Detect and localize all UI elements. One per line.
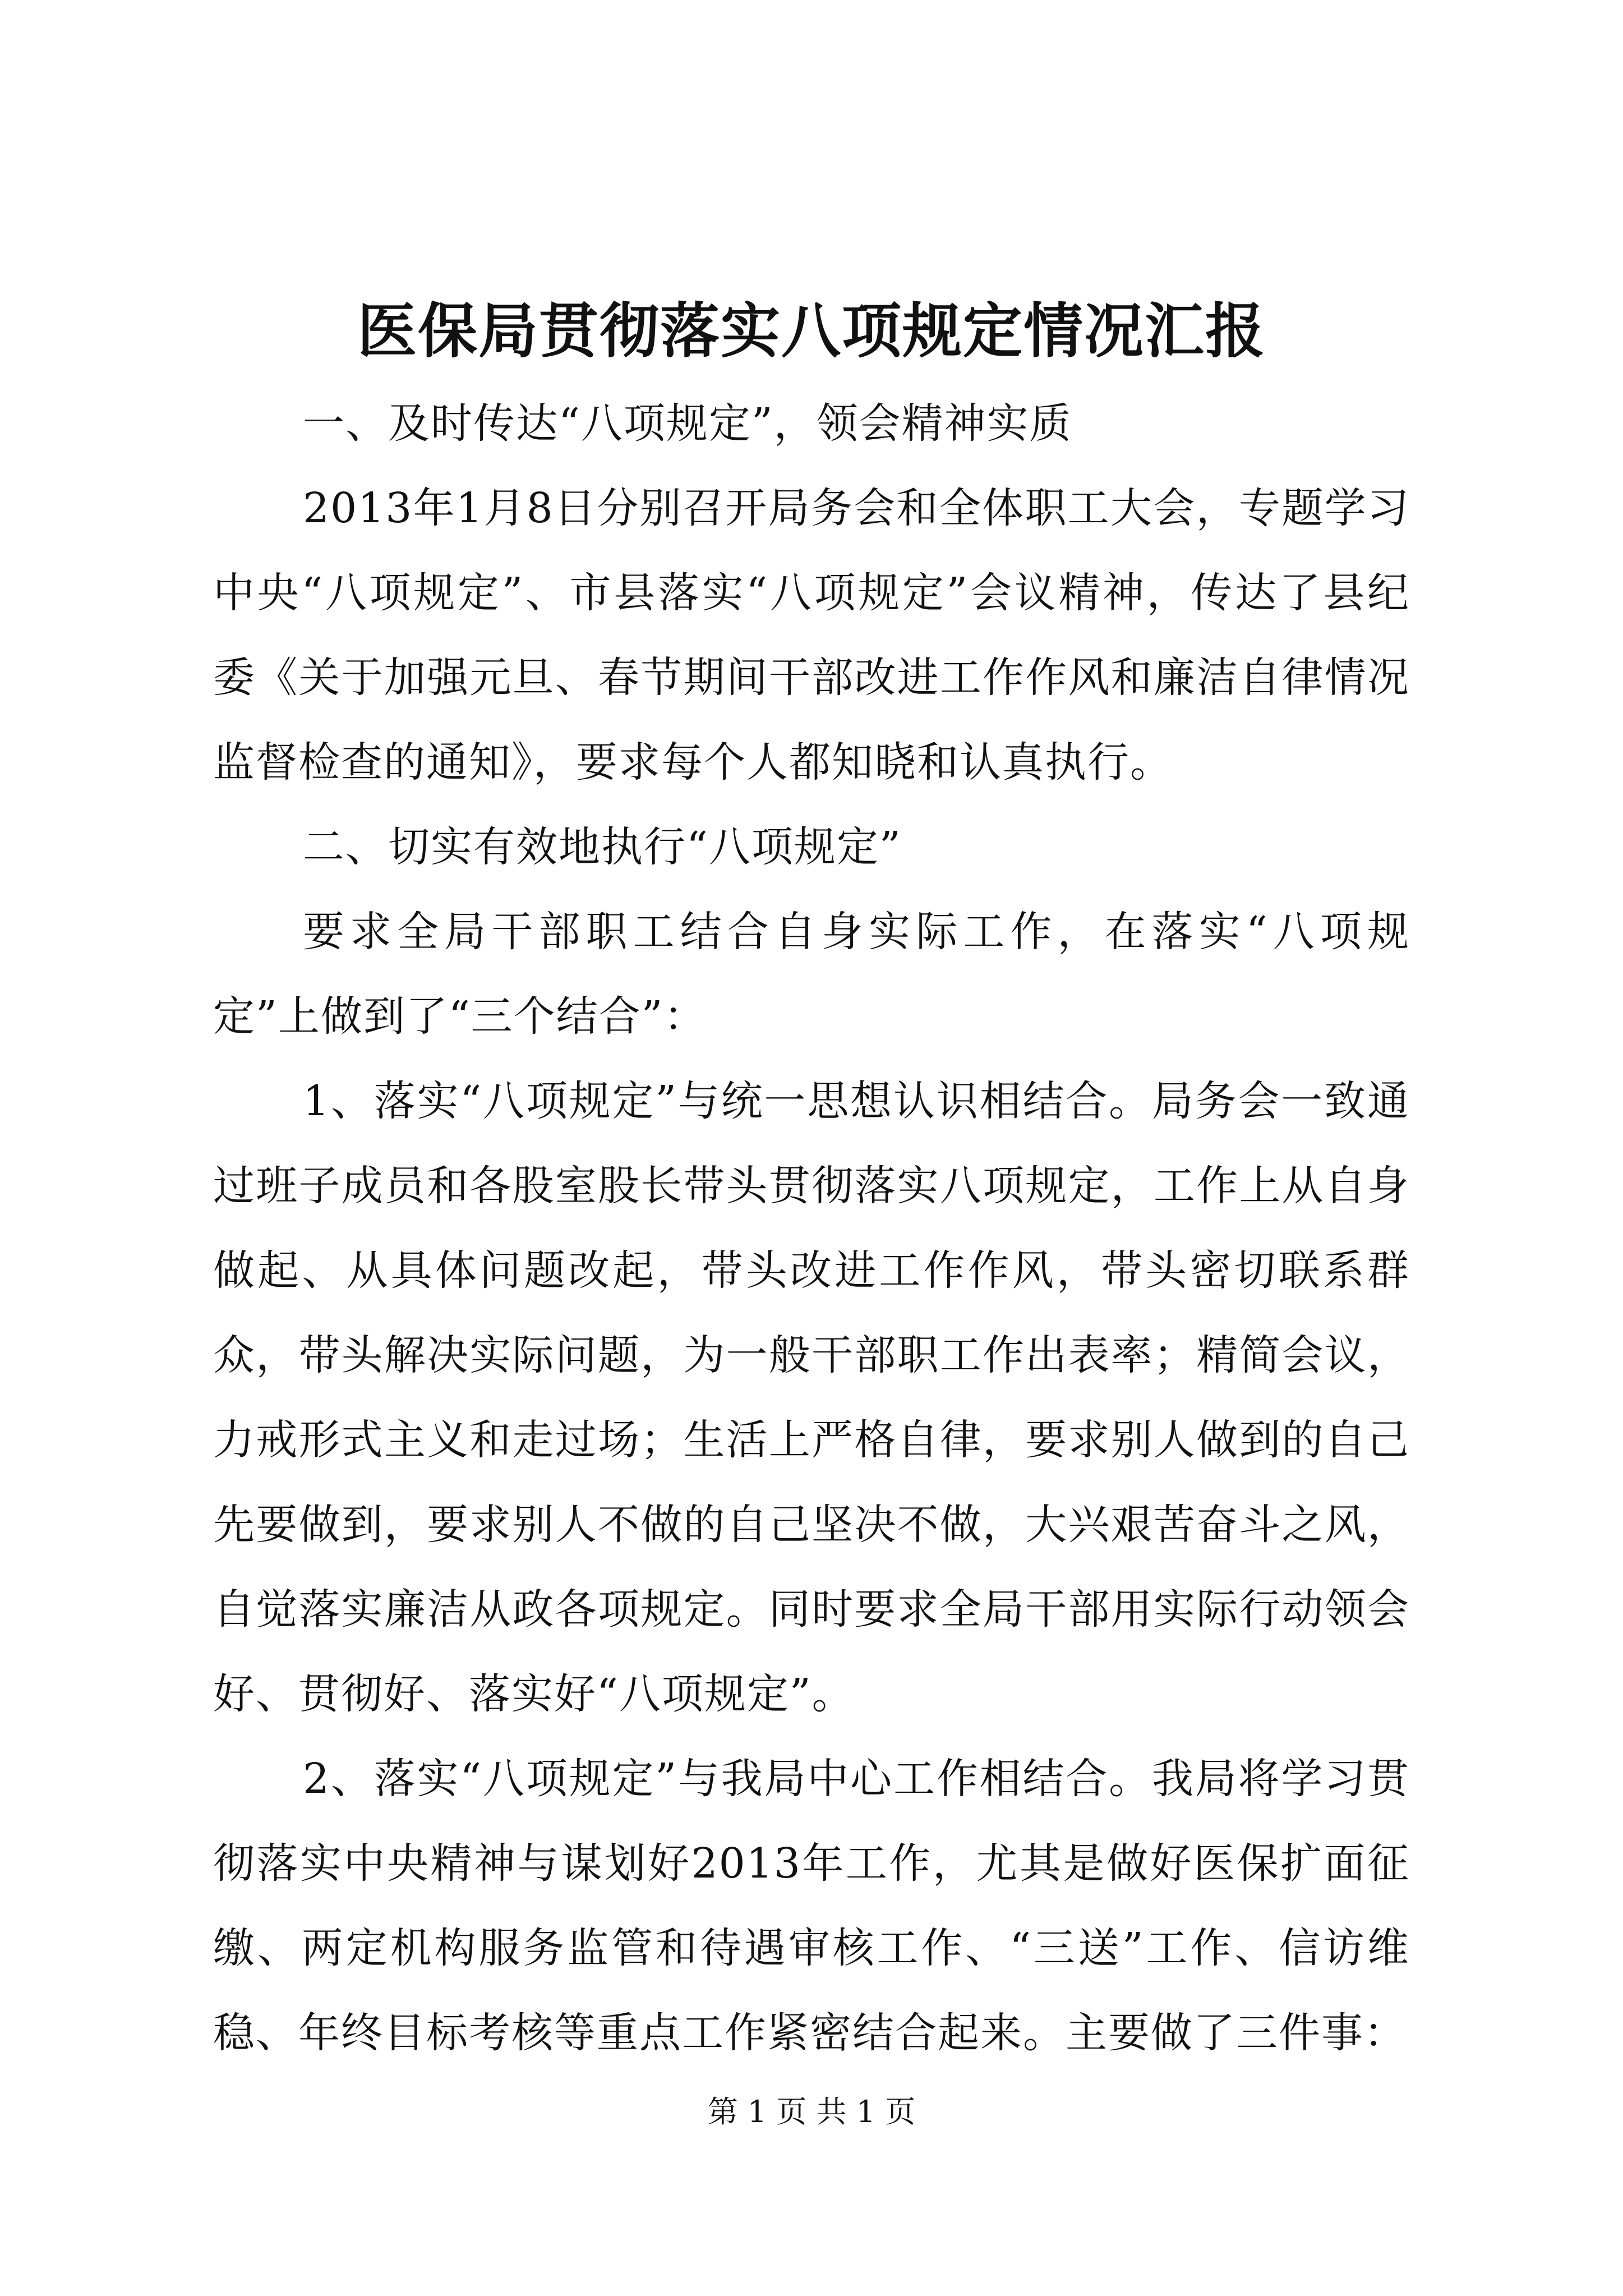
paragraph: 2013年1月8日分别召开局务会和全体职工大会，专题学习中央“八项规定”、市县落实“八项规定”会议精神，传达了县纪委《关于加强元旦、春节期间干部改进工作作风和廉洁自律情况监督检查的通知》，要求每个人都知晓和认真执行。 <box>213 484 1410 786</box>
document-title: 医保局贯彻落实八项规定情况汇报 <box>357 296 1266 366</box>
paragraph: 1、落实“八项规定”与统一思想认识相结合。局务会一致通过班子成员和各股室股长带头贯彻落实八项规定，工作上从自身做起、从具体问题改起，带头改进工作作风，带头密切联系群众，带头解决实际问题，为一般干部职工作出表率；精简会议，力戒形式主义和走过场；生活上严格自律，要求别人做到的自己先要做到，要求别人不做的自己坚决不做，大兴艰苦奋斗之风，自觉落实廉洁从政各项规定。同时要求全局干部用实际行动领会好、贯彻好、落实好“八项规定”。 <box>213 1077 1410 1718</box>
paragraph: 2、落实“八项规定”与我局中心工作相结合。我局将学习贯彻落实中央精神与谋划好2013年工作，尤其是做好医保扩面征缴、两定机构服务监管和待遇审核工作、“三送”工作、信访维稳、年终目标考核等重点工作紧密结合起来。主要做了三件事： <box>213 1755 1410 2057</box>
section-heading-2: 二、切实有效地执行“八项规定” <box>303 823 902 871</box>
page-footer: 第 1 页 共 1 页 <box>707 2094 916 2129</box>
document-body <box>213 381 1410 2076</box>
section-heading-1: 一、及时传达“八项规定”，领会精神实质 <box>303 399 1072 448</box>
paragraph: 要求全局干部职工结合自身实际工作，在落实“八项规定”上做到了“三个结合”： <box>213 908 1410 1041</box>
